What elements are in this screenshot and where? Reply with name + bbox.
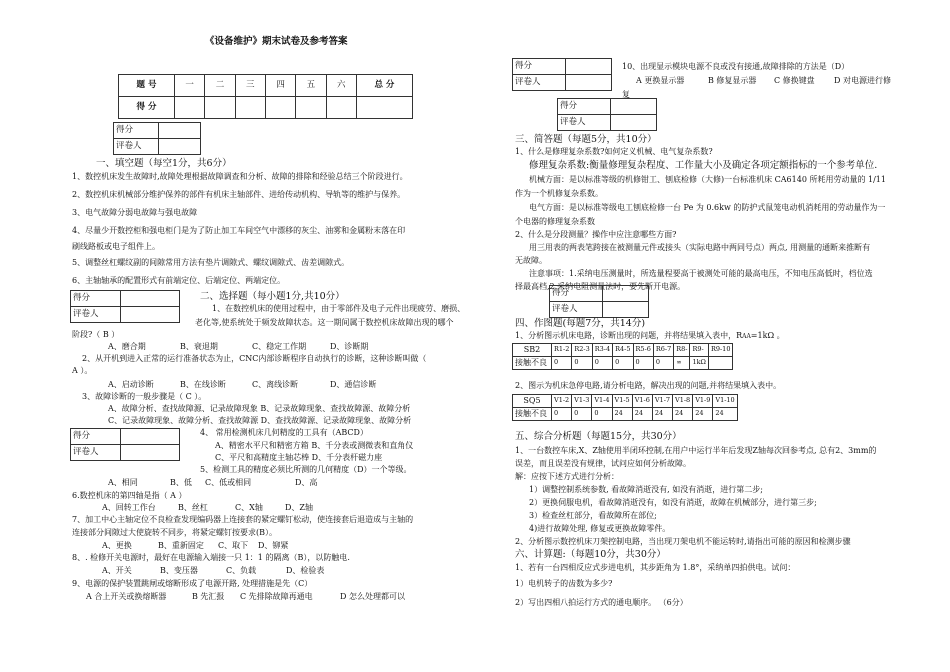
- t2-head: V1-8: [673, 395, 693, 408]
- choice-q8: 8、. 检修开关电源时，最好在电源输入端接一只 1：1 的隔离（B），以防触电.: [72, 553, 350, 562]
- choice-q9-opt: A 合上开关或换熔断器: [86, 592, 167, 601]
- choice-q10-opt: C 修换键盘: [774, 76, 815, 85]
- choice-q2-cont: A ）。: [72, 366, 93, 375]
- score-cell[interactable]: [205, 97, 235, 119]
- t2-head: V1-2: [552, 395, 572, 408]
- choice-q2-opt: D、通信诊断: [330, 380, 377, 389]
- score-header: 总 分: [356, 75, 412, 97]
- choice-q7-opt: A、更换: [102, 541, 132, 550]
- voltage-table: [512, 394, 738, 421]
- t2-val: 24: [713, 408, 737, 421]
- grader-box-5: [557, 98, 657, 131]
- choice-q6-opt: D、Z轴: [285, 503, 313, 512]
- t2-val: 0: [592, 408, 612, 421]
- t2-val: 24: [632, 408, 652, 421]
- calc-q1: 1、若有一台四相反应式步进电机，其步距角为 1.8°，采纳单四拍供电。试问：: [515, 563, 796, 572]
- choice-q10-opt: A 更换显示器: [636, 76, 685, 85]
- grader-score-label: 得分: [71, 291, 121, 307]
- score-cell[interactable]: [326, 97, 356, 119]
- section-2-heading: 二、选择题（每小题1分,共10分）: [200, 291, 345, 302]
- t1-head: R5-6: [633, 344, 653, 357]
- page-title: 《设备维护》期末试卷及参考答案: [205, 36, 348, 47]
- choice-q8-opt: D、检验表: [286, 566, 325, 575]
- choice-q5: 5、检测工具的精度必须比所测的几何精度（D）一个等级。: [200, 465, 412, 474]
- grader-score-cell[interactable]: [121, 429, 180, 445]
- choice-q2-opt: C、离线诊断: [252, 380, 299, 389]
- analysis-a3: 3）检查丝杠部分，看故障所在部位;: [529, 511, 657, 520]
- choice-q6-opt: B、丝杠: [178, 503, 208, 512]
- analysis-q1-cont: 误差，而且误差没有规律，试问应如何分析故障。: [515, 459, 691, 468]
- choice-q2: 2、从开机到进入正常的运行准备状态为止，CNC内部诊断程序自动执行的诊断，这种诊断叫做（: [82, 354, 427, 363]
- draw-q2: 2、图示为机床急停电路,请分析电路，解决出现的问题,并将结果填入表中。: [515, 381, 782, 390]
- grader-label: 评卷人: [71, 307, 121, 323]
- score-header: 题 号: [119, 75, 175, 97]
- choice-q7-opt: C、取下: [218, 541, 249, 550]
- grader-label: 评卷人: [558, 115, 611, 131]
- choice-q8-opt: A、开关: [102, 566, 132, 575]
- t2-val: 24: [673, 408, 693, 421]
- choice-q7: 7、加工中心主轴定位不良检查发现编码器上连接套的紧定螺钉松动，使连接套后退造成与主轴的: [72, 515, 414, 524]
- grader-label: 评卷人: [513, 75, 566, 91]
- section-6-heading: 六、计算题:（每题10分，共30分）: [515, 549, 666, 560]
- t1-head: R2-3: [572, 344, 592, 357]
- choice-q3: 3、故障诊断的一般步骤是（ C ）。: [82, 392, 207, 401]
- choice-q3-opt-ab: A、故障分析、查找故障源、记录故障现象 B、记录故障现象、查找故障源、故障分析: [108, 404, 411, 413]
- t2-val: 24: [612, 408, 632, 421]
- score-header: 二: [205, 75, 235, 97]
- choice-q4-opt-ab: A、精密水平尺和精密方箱 B、千分表或测微表和直角仪: [215, 441, 414, 450]
- choice-q7-opt: D、铆紧: [258, 541, 289, 550]
- grader-score-label: 得分: [71, 429, 121, 445]
- analysis-q2: 2、分析图示数控机床刀架控制电路，当出现刀架电机不能运转时,请指出可能的原因和检测步骤: [515, 537, 851, 546]
- short-a2-note: 注意事项：1.采纳电压测量时，所选量程要高于被测处可能的最高电压，不知电压高低时，档位选: [529, 269, 873, 278]
- table1-label: SB2: [513, 344, 552, 357]
- fill-q5: 5、调整丝杠螺纹副的间隙常用方法有垫片调隙式、螺纹调隙式、齿差调隙式。: [72, 258, 350, 267]
- analysis-a0: 解：应按下述方式进行分析：: [515, 472, 619, 481]
- draw-q1-text: 1、分析图示机床电路，诊断出现的问题，并将结果填入表中，R: [515, 331, 743, 340]
- grader-cell[interactable]: [566, 75, 612, 91]
- t1-val: 0: [633, 357, 653, 370]
- t2-val: 24: [652, 408, 672, 421]
- choice-q6: 6.数控机床的第四轴是指（ A ）: [72, 491, 187, 500]
- short-a1-elec-cont: 个电器的修理复杂系数: [515, 217, 595, 226]
- t2-val: 0: [552, 408, 572, 421]
- t2-head: V1-3: [572, 395, 592, 408]
- short-q2: 2、什么是分段测量？操作中应注意哪些方面?: [515, 230, 677, 239]
- score-header: 五: [296, 75, 326, 97]
- t1-head: R3-4: [592, 344, 612, 357]
- choice-q2-opt: B、在线诊断: [180, 380, 226, 389]
- score-header: 一: [175, 75, 205, 97]
- draw-q1: 1、分析图示机床电路，诊断出现的问题，并将结果填入表中，RAA=1kΩ 。: [515, 331, 785, 340]
- short-a1: 修理复杂系数:衡量修理复杂程度、工作量大小及确定各项定额指标的一个参考单位.: [529, 160, 878, 171]
- choice-q8-opt: C、负载: [226, 566, 257, 575]
- t1-head: R6-7: [653, 344, 673, 357]
- score-cell[interactable]: [265, 97, 295, 119]
- grader-score-label: 得分: [114, 123, 159, 139]
- table2-label: SQ5: [513, 395, 552, 408]
- choice-q1: 1、在数控机床的使用过程中，由于零部件及电子元件出现疲劳、磨损、: [212, 304, 466, 313]
- short-a2: 用三用表的两表笔跨接在被测量元件或接头（实际电路中两同号点）两点, 用测量的通断来推断有: [529, 243, 871, 252]
- t1-val: ∞: [674, 357, 690, 370]
- t1-val: 0: [572, 357, 592, 370]
- t1-head: R9-10: [708, 344, 733, 357]
- choice-q6-opt: C、X轴: [235, 503, 263, 512]
- analysis-a1: 1）调整控制系统参数, 看故障消逝没有, 如没有消逝，进行第二步;: [529, 485, 763, 494]
- grader-box-4: [512, 58, 612, 91]
- grader-label: 评卷人: [71, 445, 121, 461]
- choice-q7-opt: B、重新固定: [158, 541, 204, 550]
- choice-q10: 10、出现显示模块电源不良或没有接通,故障排除的方法是（D）: [622, 62, 850, 71]
- short-a2-note-cont: 择最高档,2.采纳电阻测量法时，要先断开电源。: [515, 282, 686, 291]
- choice-q3-opt-cd: C、记录故障现象、故障分析、查找故障源 D、查找故障源、记录故障现象、故障分析: [108, 416, 412, 425]
- t1-val: 1kΩ: [690, 357, 708, 370]
- t2-head: V1-5: [612, 395, 632, 408]
- short-a2-cont: 无故障。: [515, 256, 547, 265]
- grader-score-cell[interactable]: [121, 291, 180, 307]
- choice-q9-opt: B 先汇报: [192, 592, 225, 601]
- resistance-table: [512, 343, 733, 370]
- fill-q2: 2、数控机床机械部分维护保养的部件有机床主轴部件、进给传动机构、导轨等的维护与保养。: [72, 190, 406, 199]
- score-header: 三: [235, 75, 265, 97]
- grader-box-3: [70, 428, 180, 461]
- choice-q5-opt: A、相同: [108, 478, 138, 487]
- grader-label: 评卷人: [550, 302, 603, 318]
- table2-label-2: 接触不良: [513, 408, 552, 421]
- t1-val: 0: [592, 357, 612, 370]
- grader-score-label: 得分: [558, 99, 611, 115]
- score-cell[interactable]: [175, 97, 205, 119]
- choice-q2-opt: A、启动诊断: [108, 380, 154, 389]
- t1-head: R1-2: [552, 344, 572, 357]
- choice-q8-opt: B、变压器: [160, 566, 198, 575]
- choice-q1-opt: C、稳定工作期: [252, 342, 307, 351]
- short-a1-mech-cont: 作为一个机修复杂系数。: [515, 189, 603, 198]
- grader-score-label: 得分: [513, 59, 566, 75]
- section-3-heading: 三、简答题（每题5分，共10分）: [515, 134, 657, 145]
- choice-q1-answer: 阶段?（ B ）: [72, 330, 120, 339]
- score-header: 四: [265, 75, 295, 97]
- calc-q1b: 2）写出四相八拍运行方式的通电顺序。 （6分）: [515, 598, 688, 607]
- grader-score-label: 得分: [550, 286, 603, 302]
- analysis-q1: 1、一台数控车床,X、Z轴使用半闭环控制,在用户中运行半年后发现Z轴每次回参考点, 总有2、3mm的: [515, 446, 877, 455]
- section-4-heading: 四、作图题(每题7分，共14分): [515, 318, 646, 329]
- grader-score-cell[interactable]: [611, 99, 657, 115]
- t1-val: 0: [552, 357, 572, 370]
- score-cell[interactable]: [235, 97, 265, 119]
- t1-head: R9-: [690, 344, 708, 357]
- score-row-label: 得 分: [119, 97, 175, 119]
- t2-head: V1-7: [652, 395, 672, 408]
- fill-q3: 3、电气故障分弱电故障与强电故障: [72, 208, 198, 217]
- short-q1: 1、什么是修理复杂系数?如何定义机械、电气复杂系数?: [515, 147, 713, 156]
- t1-val: 0: [613, 357, 633, 370]
- section-1-heading: 一、填空题（每空1分，共6分）: [96, 158, 232, 169]
- choice-q9: 9、电源的保护装置跳闸或熔断形成了电源开路, 处理措施是先（C）: [72, 579, 313, 588]
- choice-q10-opt: D 对电源进行修: [834, 76, 891, 85]
- choice-q10-tail: 复: [622, 90, 630, 99]
- t1-head: R4-5: [613, 344, 633, 357]
- choice-q5-opt: C、低或相同: [205, 478, 252, 487]
- score-table-header-row: [119, 75, 413, 97]
- grader-cell[interactable]: [611, 115, 657, 131]
- t1-val: 0: [653, 357, 673, 370]
- t2-val: 0: [572, 408, 592, 421]
- fill-q4: 4、尽量少开数控柜和强电柜门是为了防止加工车间空气中漂移的灰尘、油雾和金属粉末落在印: [72, 226, 406, 235]
- grader-score-cell[interactable]: [159, 123, 201, 139]
- score-table-row: [119, 97, 413, 119]
- score-cell[interactable]: [356, 97, 412, 119]
- table1-label-2: 接触不良: [513, 357, 552, 370]
- t2-head: V1-4: [592, 395, 612, 408]
- grader-box-1: [113, 122, 201, 155]
- t1-val: [708, 357, 733, 370]
- short-a1-mech: 机械方面：是以标准等级的机修钳工、刨底检修（大修)一台标准机床 CA6140 所耗用劳动量的 1/11: [529, 175, 886, 184]
- choice-q5-opt: D、高: [295, 478, 318, 487]
- grader-score-cell[interactable]: [603, 286, 649, 302]
- choice-q1-opt: A、磨合期: [108, 342, 146, 351]
- t2-head: V1-9: [693, 395, 713, 408]
- choice-q1-opt: B、衰退期: [180, 342, 218, 351]
- short-a1-elec: 电气方面：是以标准等级电工刨底检修一台 Pe 为 0.6kw 的防护式鼠笼电动机消耗用的劳动量作为一: [529, 203, 886, 212]
- grader-box-2: [70, 290, 180, 323]
- choice-q10-opt: B 修复显示器: [708, 76, 757, 85]
- calc-q1a: 1）电机转子的齿数为多少?: [515, 579, 613, 588]
- choice-q4-opt-cd: C、平尺和高精度主轴芯棒 D、千分表杆磁力座: [215, 453, 383, 462]
- score-cell[interactable]: [296, 97, 326, 119]
- t2-head: V1-10: [713, 395, 737, 408]
- choice-q7-cont: 连接部分间隙过大使旋转不同步，将紧定螺钉按要求(B）。: [72, 528, 277, 537]
- grader-cell[interactable]: [159, 139, 201, 155]
- fill-q1: 1、数控机床发生故障时,故障处理根据故障调查和分析、故障的排除和经验总结三个阶段进行。: [72, 172, 408, 181]
- analysis-a4: 4)进行故障处理, 修复或更换故障零件。: [529, 524, 671, 533]
- score-table: [118, 74, 413, 119]
- score-header: 六: [326, 75, 356, 97]
- choice-q9-opt: C 先排除故障再通电: [240, 592, 313, 601]
- fill-q4-cont: 刷线路板或电子组件上。: [72, 242, 160, 251]
- t1-head: R8-: [674, 344, 690, 357]
- grader-cell[interactable]: [121, 445, 180, 461]
- analysis-a2: 2）更换伺服电机，看故障消逝没有，如没有消逝，故障在机械部分，进行第三步;: [529, 498, 817, 507]
- choice-q1-opt: D、诊断期: [330, 342, 369, 351]
- grader-cell[interactable]: [121, 307, 180, 323]
- fill-q6: 6、主轴轴承的配置形式有前端定位、后端定位、两端定位。: [72, 276, 286, 285]
- draw-q1-tail: =1kΩ 。: [750, 331, 785, 340]
- t2-val: 24: [693, 408, 713, 421]
- choice-q1-cont: 老化等,使系统处于频发故障状态。这一期间属于数控机床故障出现的哪个: [195, 318, 454, 327]
- choice-q5-opt: B、低: [170, 478, 192, 487]
- choice-q9-opt: D 怎么处理都可以: [340, 592, 405, 601]
- t2-head: V1-6: [632, 395, 652, 408]
- section-5-heading: 五、综合分析题（每题15分，共30分）: [515, 431, 682, 442]
- choice-q4: 4、 常用检测机床几何精度的工具有（ABCD）: [200, 428, 368, 437]
- grader-label: 评卷人: [114, 139, 159, 155]
- grader-cell[interactable]: [603, 302, 649, 318]
- grader-score-cell[interactable]: [566, 59, 612, 75]
- choice-q6-opt: A、回转工作台: [102, 503, 156, 512]
- grader-box-6: [549, 285, 649, 318]
